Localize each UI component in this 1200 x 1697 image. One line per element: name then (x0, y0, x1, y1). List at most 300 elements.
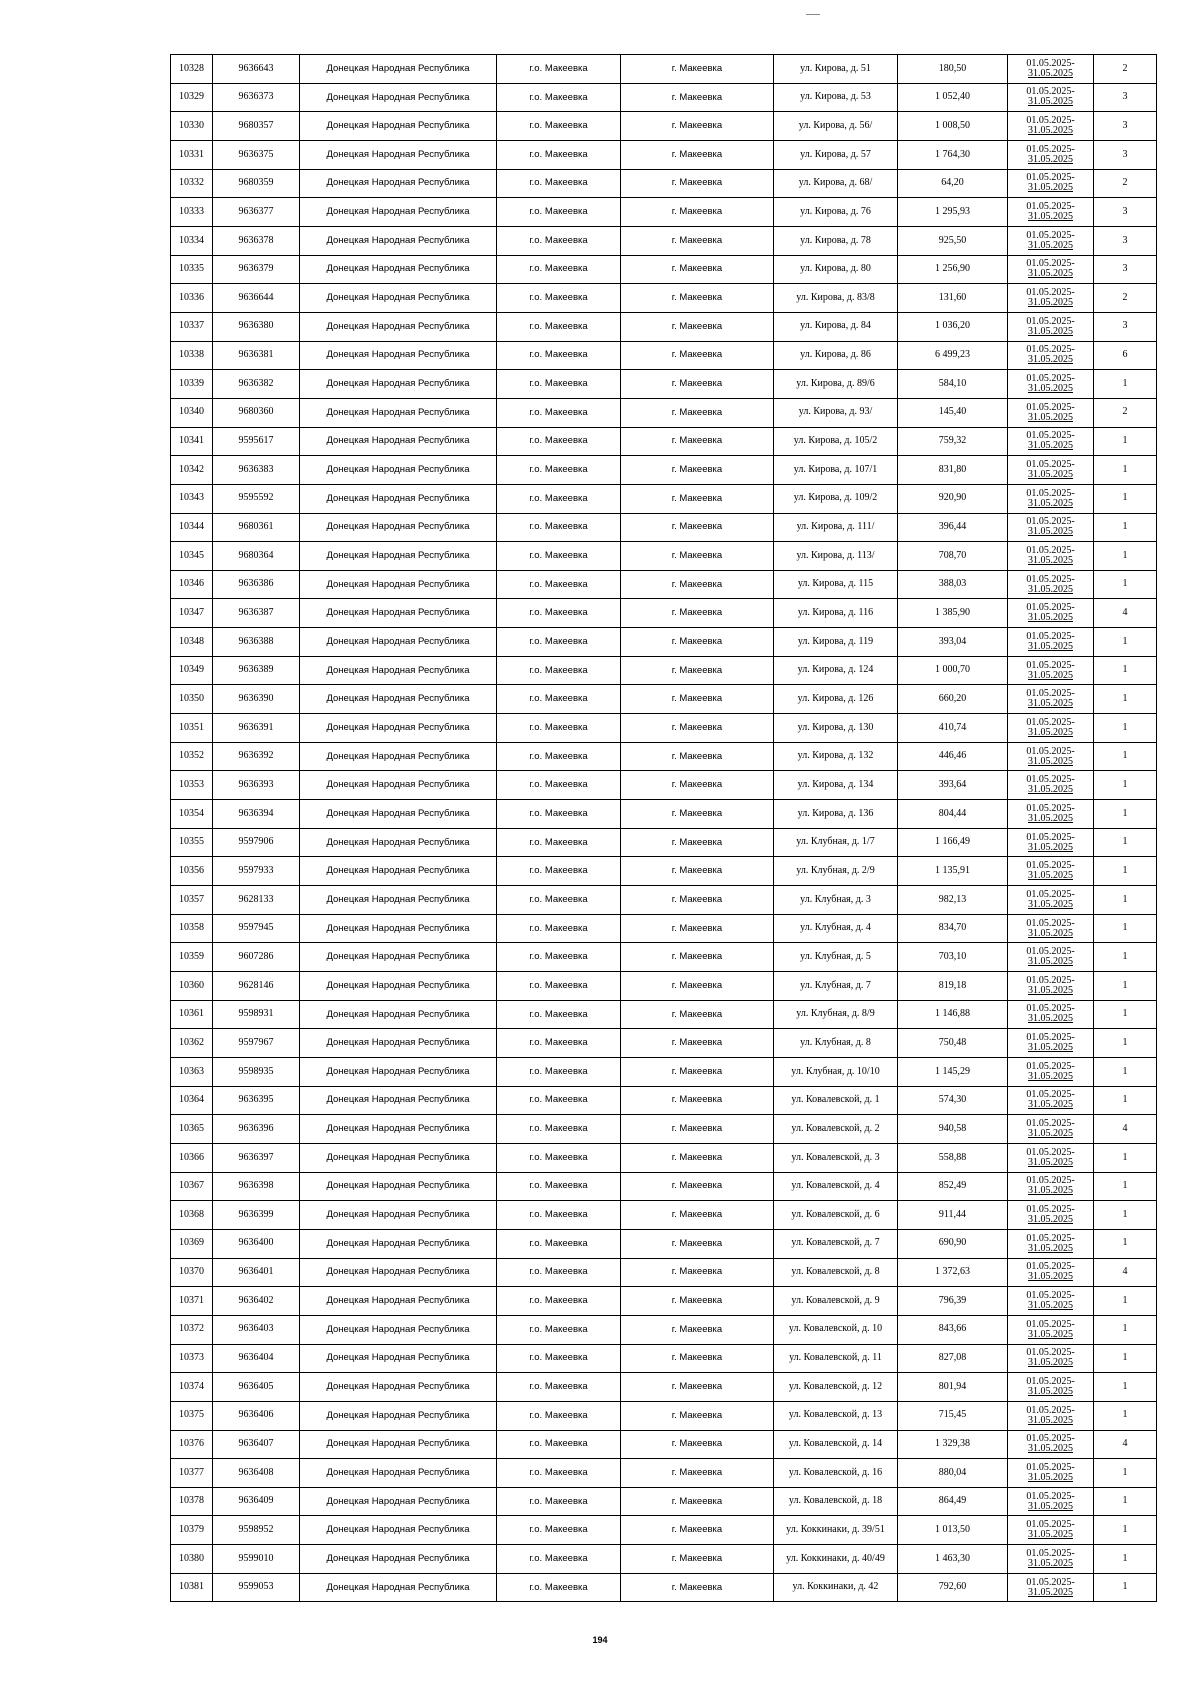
object-code: 9628133 (213, 886, 300, 915)
object-code: 9636404 (213, 1344, 300, 1373)
area-cell: 1 135,91 (898, 857, 1008, 886)
district-cell: г.о. Макеевка (497, 169, 621, 198)
period-cell (1008, 972, 1094, 1001)
period-cell (1008, 1143, 1094, 1172)
row-number: 10356 (171, 857, 213, 886)
address-cell: ул. Ковалевской, д. 3 (774, 1143, 898, 1172)
area-cell: 690,90 (898, 1229, 1008, 1258)
period-cell (1008, 771, 1094, 800)
row-number: 10347 (171, 599, 213, 628)
district-cell: г.о. Макеевка (497, 112, 621, 141)
region-cell: Донецкая Народная Республика (300, 55, 497, 84)
period-start: 01.05.2025- (1026, 802, 1075, 814)
region-cell: Донецкая Народная Республика (300, 140, 497, 169)
period-end: 31.05.2025 (1028, 1042, 1073, 1054)
count-cell: 1 (1094, 1344, 1157, 1373)
object-code: 9595617 (213, 427, 300, 456)
period-start: 01.05.2025- (1026, 1376, 1075, 1388)
address-cell: ул. Кирова, д. 93/ (774, 398, 898, 427)
city-cell: г. Макеевка (621, 169, 774, 198)
count-cell: 2 (1094, 398, 1157, 427)
city-cell: г. Макеевка (621, 484, 774, 513)
row-number: 10376 (171, 1430, 213, 1459)
period-start: 01.05.2025- (1026, 1404, 1075, 1416)
city-cell: г. Макеевка (621, 828, 774, 857)
city-cell: г. Макеевка (621, 628, 774, 657)
period-end: 31.05.2025 (1028, 497, 1073, 509)
city-cell: г. Макеевка (621, 341, 774, 370)
address-cell: ул. Кирова, д. 116 (774, 599, 898, 628)
city-cell: г. Макеевка (621, 1516, 774, 1545)
region-cell: Донецкая Народная Республика (300, 886, 497, 915)
district-cell: г.о. Макеевка (497, 857, 621, 886)
address-cell: ул. Кирова, д. 68/ (774, 169, 898, 198)
area-cell: 1 372,63 (898, 1258, 1008, 1287)
region-cell: Донецкая Народная Республика (300, 1143, 497, 1172)
period-cell (1008, 226, 1094, 255)
area-cell: 1 052,40 (898, 83, 1008, 112)
period-cell (1008, 1258, 1094, 1287)
period-end: 31.05.2025 (1028, 1070, 1073, 1082)
city-cell: г. Макеевка (621, 972, 774, 1001)
address-cell: ул. Кирова, д. 105/2 (774, 427, 898, 456)
period-cell (1008, 341, 1094, 370)
period-cell (1008, 599, 1094, 628)
region-cell: Донецкая Народная Республика (300, 398, 497, 427)
district-cell: г.о. Макеевка (497, 1344, 621, 1373)
region-cell: Донецкая Народная Республика (300, 312, 497, 341)
region-cell: Донецкая Народная Республика (300, 570, 497, 599)
object-code: 9636383 (213, 456, 300, 485)
period-cell (1008, 513, 1094, 542)
table-row (171, 112, 1157, 141)
city-cell: г. Макеевка (621, 771, 774, 800)
area-cell: 1 146,88 (898, 1000, 1008, 1029)
area-cell: 834,70 (898, 914, 1008, 943)
period-cell (1008, 398, 1094, 427)
period-end: 31.05.2025 (1028, 1328, 1073, 1340)
period-start: 01.05.2025- (1026, 172, 1075, 184)
period-start: 01.05.2025- (1026, 1146, 1075, 1158)
period-cell (1008, 1459, 1094, 1488)
object-code: 9597967 (213, 1029, 300, 1058)
period-start: 01.05.2025- (1026, 1089, 1075, 1101)
period-end: 31.05.2025 (1028, 640, 1073, 652)
object-code: 9636391 (213, 714, 300, 743)
count-cell: 3 (1094, 140, 1157, 169)
city-cell: г. Макеевка (621, 312, 774, 341)
district-cell: г.о. Макеевка (497, 1430, 621, 1459)
period-start: 01.05.2025- (1026, 860, 1075, 872)
city-cell: г. Макеевка (621, 1344, 774, 1373)
city-cell: г. Макеевка (621, 1000, 774, 1029)
district-cell: г.о. Макеевка (497, 1516, 621, 1545)
area-cell: 1 329,38 (898, 1430, 1008, 1459)
address-cell: ул. Ковалевской, д. 18 (774, 1487, 898, 1516)
district-cell: г.о. Макеевка (497, 685, 621, 714)
period-end: 31.05.2025 (1028, 1586, 1073, 1598)
address-cell: ул. Клубная, д. 5 (774, 943, 898, 972)
address-cell: ул. Коккинаки, д. 39/51 (774, 1516, 898, 1545)
area-cell: 6 499,23 (898, 341, 1008, 370)
district-cell: г.о. Макеевка (497, 742, 621, 771)
table-row (171, 1115, 1157, 1144)
object-code: 9636377 (213, 198, 300, 227)
period-cell (1008, 55, 1094, 84)
count-cell: 1 (1094, 828, 1157, 857)
city-cell: г. Макеевка (621, 943, 774, 972)
object-code: 9636396 (213, 1115, 300, 1144)
address-cell: ул. Кирова, д. 132 (774, 742, 898, 771)
count-cell: 3 (1094, 83, 1157, 112)
period-start: 01.05.2025- (1026, 917, 1075, 929)
period-start: 01.05.2025- (1026, 229, 1075, 241)
region-cell: Донецкая Народная Республика (300, 198, 497, 227)
object-code: 9636395 (213, 1086, 300, 1115)
period-cell (1008, 198, 1094, 227)
row-number: 10350 (171, 685, 213, 714)
period-start: 01.05.2025- (1026, 1032, 1075, 1044)
period-start: 01.05.2025- (1026, 143, 1075, 155)
period-start: 01.05.2025- (1026, 1003, 1075, 1015)
district-cell: г.о. Макеевка (497, 800, 621, 829)
period-cell (1008, 484, 1094, 513)
period-cell (1008, 714, 1094, 743)
table-row (171, 1029, 1157, 1058)
period-end: 31.05.2025 (1028, 383, 1073, 395)
period-end: 31.05.2025 (1028, 1471, 1073, 1483)
period-cell (1008, 1115, 1094, 1144)
district-cell: г.о. Макеевка (497, 370, 621, 399)
period-cell (1008, 1487, 1094, 1516)
area-cell: 574,30 (898, 1086, 1008, 1115)
area-cell: 920,90 (898, 484, 1008, 513)
district-cell: г.о. Макеевка (497, 1258, 621, 1287)
address-cell: ул. Кирова, д. 115 (774, 570, 898, 599)
region-cell: Донецкая Народная Республика (300, 828, 497, 857)
object-code: 9599053 (213, 1573, 300, 1602)
object-code: 9680357 (213, 112, 300, 141)
area-cell: 796,39 (898, 1287, 1008, 1316)
object-code: 9636402 (213, 1287, 300, 1316)
address-cell: ул. Клубная, д. 8/9 (774, 1000, 898, 1029)
row-number: 10328 (171, 55, 213, 84)
period-start: 01.05.2025- (1026, 1175, 1075, 1187)
object-code: 9595592 (213, 484, 300, 513)
period-end: 31.05.2025 (1028, 1156, 1073, 1168)
region-cell: Донецкая Народная Республика (300, 341, 497, 370)
row-number: 10355 (171, 828, 213, 857)
city-cell: г. Макеевка (621, 513, 774, 542)
object-code: 9636373 (213, 83, 300, 112)
period-cell (1008, 570, 1094, 599)
row-number: 10338 (171, 341, 213, 370)
period-start: 01.05.2025- (1026, 745, 1075, 757)
row-number: 10331 (171, 140, 213, 169)
area-cell: 911,44 (898, 1201, 1008, 1230)
count-cell: 1 (1094, 742, 1157, 771)
city-cell: г. Макеевка (621, 656, 774, 685)
object-code: 9636643 (213, 55, 300, 84)
period-start: 01.05.2025- (1026, 57, 1075, 69)
region-cell: Донецкая Народная Республика (300, 1057, 497, 1086)
count-cell: 1 (1094, 1143, 1157, 1172)
city-cell: г. Макеевка (621, 1229, 774, 1258)
object-code: 9636389 (213, 656, 300, 685)
period-end: 31.05.2025 (1028, 812, 1073, 824)
period-end: 31.05.2025 (1028, 1099, 1073, 1111)
object-code: 9636399 (213, 1201, 300, 1230)
row-number: 10371 (171, 1287, 213, 1316)
district-cell: г.о. Макеевка (497, 1115, 621, 1144)
region-cell: Донецкая Народная Республика (300, 1401, 497, 1430)
address-cell: ул. Ковалевской, д. 14 (774, 1430, 898, 1459)
period-start: 01.05.2025- (1026, 602, 1075, 614)
period-end: 31.05.2025 (1028, 182, 1073, 194)
count-cell: 1 (1094, 1086, 1157, 1115)
period-start: 01.05.2025- (1026, 544, 1075, 556)
city-cell: г. Макеевка (621, 1143, 774, 1172)
area-cell: 393,04 (898, 628, 1008, 657)
row-number: 10359 (171, 943, 213, 972)
period-start: 01.05.2025- (1026, 1290, 1075, 1302)
area-cell: 1 166,49 (898, 828, 1008, 857)
period-start: 01.05.2025- (1026, 430, 1075, 442)
table-row (171, 685, 1157, 714)
object-code: 9636393 (213, 771, 300, 800)
district-cell: г.о. Макеевка (497, 1172, 621, 1201)
region-cell: Донецкая Народная Республика (300, 1545, 497, 1574)
row-number: 10332 (171, 169, 213, 198)
district-cell: г.о. Макеевка (497, 83, 621, 112)
period-cell (1008, 312, 1094, 341)
area-cell: 715,45 (898, 1401, 1008, 1430)
period-start: 01.05.2025- (1026, 1547, 1075, 1559)
object-code: 9636397 (213, 1143, 300, 1172)
city-cell: г. Макеевка (621, 226, 774, 255)
address-cell: ул. Кирова, д. 83/8 (774, 284, 898, 313)
period-start: 01.05.2025- (1026, 1519, 1075, 1531)
table-row (171, 1430, 1157, 1459)
city-cell: г. Макеевка (621, 255, 774, 284)
count-cell: 1 (1094, 1373, 1157, 1402)
row-number: 10352 (171, 742, 213, 771)
address-cell: ул. Кирова, д. 80 (774, 255, 898, 284)
district-cell: г.о. Макеевка (497, 1201, 621, 1230)
city-cell: г. Макеевка (621, 1287, 774, 1316)
region-cell: Донецкая Народная Республика (300, 112, 497, 141)
address-cell: ул. Кирова, д. 56/ (774, 112, 898, 141)
period-start: 01.05.2025- (1026, 1232, 1075, 1244)
row-number: 10381 (171, 1573, 213, 1602)
address-cell: ул. Кирова, д. 57 (774, 140, 898, 169)
object-code: 9636398 (213, 1172, 300, 1201)
period-end: 31.05.2025 (1028, 841, 1073, 853)
period-end: 31.05.2025 (1028, 96, 1073, 108)
area-cell: 446,46 (898, 742, 1008, 771)
object-code: 9636406 (213, 1401, 300, 1430)
count-cell: 1 (1094, 886, 1157, 915)
region-cell: Донецкая Народная Республика (300, 1086, 497, 1115)
city-cell: г. Макеевка (621, 284, 774, 313)
count-cell: 1 (1094, 714, 1157, 743)
row-number: 10335 (171, 255, 213, 284)
city-cell: г. Макеевка (621, 427, 774, 456)
table-row (171, 1315, 1157, 1344)
area-cell: 396,44 (898, 513, 1008, 542)
row-number: 10343 (171, 484, 213, 513)
address-cell: ул. Кирова, д. 134 (774, 771, 898, 800)
district-cell: г.о. Макеевка (497, 914, 621, 943)
region-cell: Донецкая Народная Республика (300, 800, 497, 829)
address-cell: ул. Ковалевской, д. 8 (774, 1258, 898, 1287)
city-cell: г. Макеевка (621, 1201, 774, 1230)
city-cell: г. Макеевка (621, 742, 774, 771)
period-start: 01.05.2025- (1026, 630, 1075, 642)
region-cell: Донецкая Народная Республика (300, 83, 497, 112)
address-cell: ул. Клубная, д. 8 (774, 1029, 898, 1058)
region-cell: Донецкая Народная Республика (300, 656, 497, 685)
district-cell: г.о. Макеевка (497, 886, 621, 915)
district-cell: г.о. Макеевка (497, 255, 621, 284)
object-code: 9628146 (213, 972, 300, 1001)
table-row (171, 972, 1157, 1001)
district-cell: г.о. Макеевка (497, 140, 621, 169)
period-start: 01.05.2025- (1026, 287, 1075, 299)
area-cell: 819,18 (898, 972, 1008, 1001)
area-cell: 1 145,29 (898, 1057, 1008, 1086)
period-cell (1008, 1573, 1094, 1602)
district-cell: г.о. Макеевка (497, 972, 621, 1001)
period-end: 31.05.2025 (1028, 870, 1073, 882)
object-code: 9636378 (213, 226, 300, 255)
period-cell (1008, 1029, 1094, 1058)
table-row (171, 570, 1157, 599)
region-cell: Донецкая Народная Республика (300, 513, 497, 542)
period-end: 31.05.2025 (1028, 153, 1073, 165)
table-row (171, 1516, 1157, 1545)
district-cell: г.о. Макеевка (497, 1143, 621, 1172)
region-cell: Донецкая Народная Республика (300, 456, 497, 485)
region-cell: Донецкая Народная Республика (300, 914, 497, 943)
period-end: 31.05.2025 (1028, 325, 1073, 337)
period-start: 01.05.2025- (1026, 86, 1075, 98)
table-row (171, 484, 1157, 513)
district-cell: г.о. Макеевка (497, 1545, 621, 1574)
area-cell: 1 008,50 (898, 112, 1008, 141)
region-cell: Донецкая Народная Республика (300, 1459, 497, 1488)
address-cell: ул. Кирова, д. 126 (774, 685, 898, 714)
count-cell: 3 (1094, 198, 1157, 227)
row-number: 10348 (171, 628, 213, 657)
table-row (171, 312, 1157, 341)
city-cell: г. Макеевка (621, 857, 774, 886)
address-cell: ул. Клубная, д. 1/7 (774, 828, 898, 857)
address-cell: ул. Клубная, д. 4 (774, 914, 898, 943)
table-row (171, 542, 1157, 571)
period-start: 01.05.2025- (1026, 258, 1075, 270)
district-cell: г.о. Макеевка (497, 1029, 621, 1058)
address-cell: ул. Кирова, д. 124 (774, 656, 898, 685)
district-cell: г.о. Макеевка (497, 943, 621, 972)
area-cell: 982,13 (898, 886, 1008, 915)
city-cell: г. Макеевка (621, 198, 774, 227)
area-cell: 864,49 (898, 1487, 1008, 1516)
period-end: 31.05.2025 (1028, 612, 1073, 624)
address-cell: ул. Кирова, д. 107/1 (774, 456, 898, 485)
period-end: 31.05.2025 (1028, 354, 1073, 366)
period-cell (1008, 914, 1094, 943)
district-cell: г.о. Макеевка (497, 1057, 621, 1086)
period-start: 01.05.2025- (1026, 1118, 1075, 1130)
row-number: 10357 (171, 886, 213, 915)
period-start: 01.05.2025- (1026, 688, 1075, 700)
district-cell: г.о. Макеевка (497, 599, 621, 628)
period-cell (1008, 1430, 1094, 1459)
area-cell: 703,10 (898, 943, 1008, 972)
table-row (171, 513, 1157, 542)
district-cell: г.о. Макеевка (497, 1315, 621, 1344)
count-cell: 1 (1094, 1545, 1157, 1574)
page-number: 194 (592, 1635, 608, 1645)
table-row (171, 140, 1157, 169)
period-cell (1008, 1344, 1094, 1373)
count-cell: 1 (1094, 1287, 1157, 1316)
count-cell: 1 (1094, 1487, 1157, 1516)
table-row (171, 656, 1157, 685)
table-row (171, 341, 1157, 370)
city-cell: г. Макеевка (621, 570, 774, 599)
count-cell: 1 (1094, 656, 1157, 685)
area-cell: 1 036,20 (898, 312, 1008, 341)
table-row (171, 370, 1157, 399)
count-cell: 1 (1094, 513, 1157, 542)
row-number: 10353 (171, 771, 213, 800)
table-row (171, 284, 1157, 313)
address-cell: ул. Кирова, д. 51 (774, 55, 898, 84)
area-cell: 759,32 (898, 427, 1008, 456)
city-cell: г. Макеевка (621, 83, 774, 112)
count-cell: 1 (1094, 1315, 1157, 1344)
period-start: 01.05.2025- (1026, 487, 1075, 499)
area-cell: 64,20 (898, 169, 1008, 198)
object-code: 9598935 (213, 1057, 300, 1086)
period-end: 31.05.2025 (1028, 1300, 1073, 1312)
area-cell: 1 385,90 (898, 599, 1008, 628)
count-cell: 6 (1094, 341, 1157, 370)
address-cell: ул. Кирова, д. 109/2 (774, 484, 898, 513)
district-cell: г.о. Макеевка (497, 1000, 621, 1029)
period-end: 31.05.2025 (1028, 526, 1073, 538)
period-cell (1008, 112, 1094, 141)
region-cell: Донецкая Народная Республика (300, 484, 497, 513)
table-row (171, 1344, 1157, 1373)
row-number: 10354 (171, 800, 213, 829)
period-cell (1008, 1086, 1094, 1115)
row-number: 10373 (171, 1344, 213, 1373)
table-row (171, 226, 1157, 255)
object-code: 9680361 (213, 513, 300, 542)
row-number: 10342 (171, 456, 213, 485)
district-cell: г.о. Макеевка (497, 198, 621, 227)
count-cell: 1 (1094, 1459, 1157, 1488)
district-cell: г.о. Макеевка (497, 341, 621, 370)
period-start: 01.05.2025- (1026, 716, 1075, 728)
count-cell: 1 (1094, 570, 1157, 599)
table-row (171, 1258, 1157, 1287)
district-cell: г.о. Макеевка (497, 1487, 621, 1516)
region-cell: Донецкая Народная Республика (300, 742, 497, 771)
